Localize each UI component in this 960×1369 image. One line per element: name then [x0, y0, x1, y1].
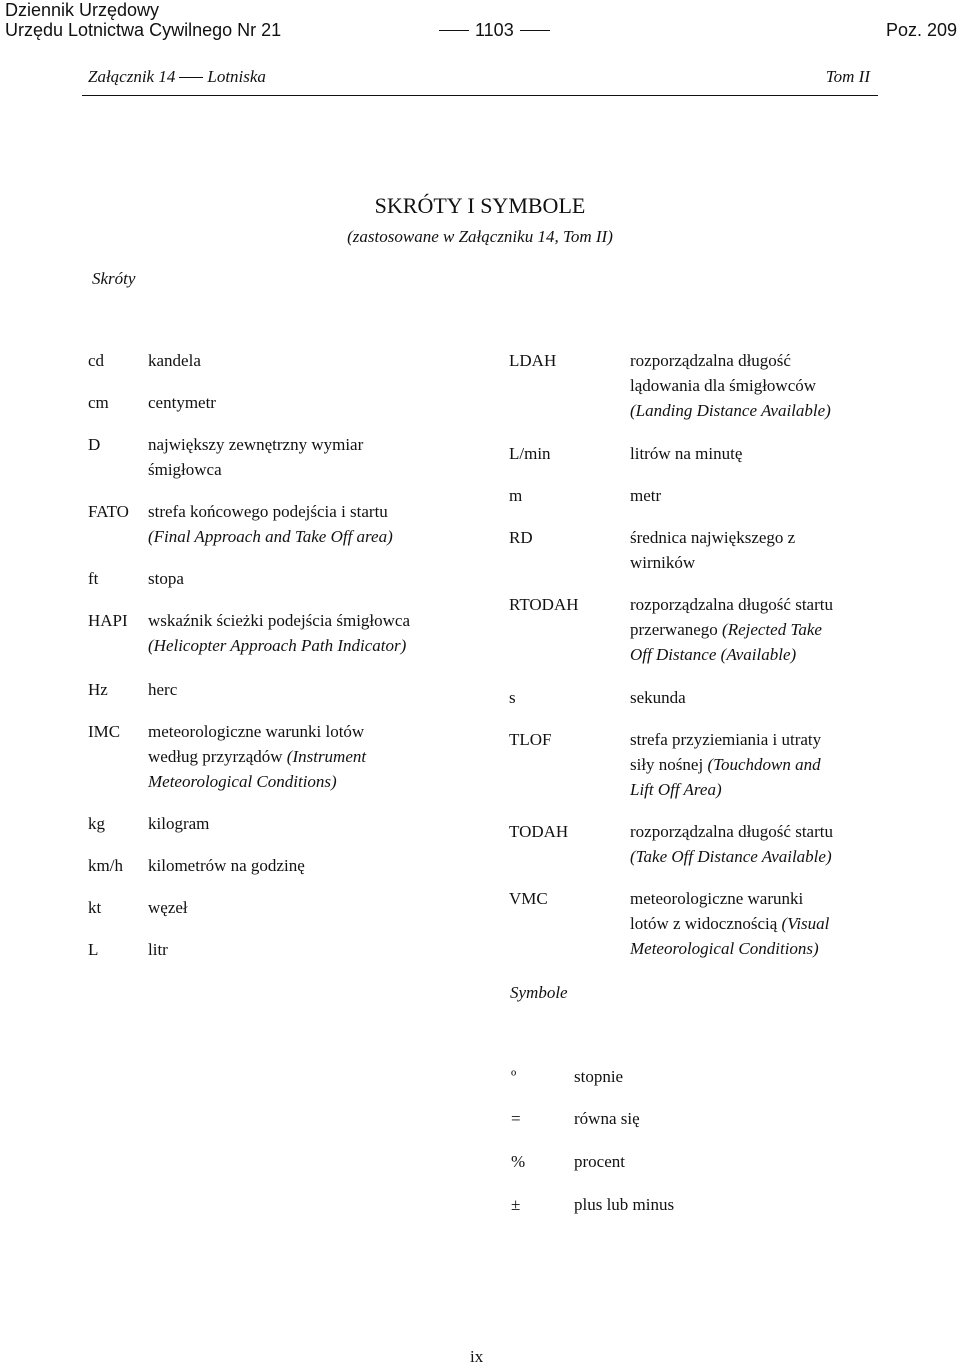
abbreviation-code: FATO: [88, 502, 129, 521]
annex-dash: [179, 77, 203, 78]
symbol-meaning: procent: [574, 1152, 625, 1171]
abbreviation-code: HAPI: [88, 611, 128, 630]
abbreviation-definition: [148, 677, 177, 702]
symbol-meaning: plus lub minus: [574, 1195, 675, 1214]
definition-line: strefa przyziemiania i utraty: [630, 730, 822, 749]
dash-left: [439, 30, 469, 31]
abbreviation-code: km/h: [88, 856, 123, 875]
abbreviation-definition: [630, 819, 833, 869]
abbreviation-definition: [148, 499, 393, 549]
abbreviation-definition: [630, 525, 795, 575]
abbreviation-code: TODAH: [509, 822, 569, 841]
abbreviation-code: RTODAH: [509, 595, 579, 614]
definition-line: średnica największego z: [630, 528, 796, 547]
abbreviation-definition: [148, 895, 188, 920]
definition-line: rozporządzalna długość: [630, 351, 791, 370]
abbreviation-definition: [630, 483, 661, 508]
abbreviation-code: IMC: [88, 722, 121, 741]
definition-line: litrów na minutę: [630, 444, 743, 463]
definition-line: rozporządzalna długość startu: [630, 595, 833, 614]
definition-line: litr: [148, 940, 168, 959]
abbreviation-definition: [630, 886, 829, 961]
abbreviation-code: cd: [88, 351, 105, 370]
definition-line: Off Distance (Available): [630, 645, 797, 664]
definition-line: wirników: [630, 553, 696, 572]
symbol-glyph: º: [511, 1067, 517, 1086]
symbol-meaning: równa się: [574, 1109, 640, 1128]
definition-line: metr: [630, 486, 662, 505]
annex-suffix: Lotniska: [207, 67, 266, 86]
abbreviation-code: ft: [88, 569, 99, 588]
abbreviation-definition: [148, 937, 168, 962]
symbol-glyph: ±: [511, 1195, 521, 1214]
abbreviation-definition: [148, 853, 305, 878]
definition-line: kilogram: [148, 814, 210, 833]
page-subtitle: (zastosowane w Załączniku 14, Tom II): [347, 227, 613, 246]
definition-line: Lift Off Area): [630, 780, 722, 799]
symbol-meaning: stopnie: [574, 1067, 624, 1086]
symbol-glyph: %: [511, 1152, 526, 1171]
abbreviation-code: VMC: [509, 889, 548, 908]
abbreviation-definition: [148, 432, 363, 482]
definition-line: meteorologiczne warunki: [630, 889, 804, 908]
abbreviation-code: s: [509, 688, 516, 707]
definition-line: węzeł: [148, 898, 188, 917]
symbols-heading: Symbole: [510, 983, 568, 1002]
definition-line: wskaźnik ścieżki podejścia śmigłowca: [148, 611, 411, 630]
definition-line: kilometrów na godzinę: [148, 856, 305, 875]
abbreviation-definition: [148, 719, 366, 794]
definition-line: sekunda: [630, 688, 686, 707]
definition-line: Meteorological Conditions): [630, 939, 819, 958]
abbreviation-definition: [630, 727, 821, 802]
abbreviation-definition: [630, 348, 831, 423]
abbreviation-definition: [148, 348, 201, 373]
definition-line: strefa końcowego podejścia i startu: [148, 502, 388, 521]
definition-line: (Take Off Distance Available): [630, 847, 832, 866]
abbreviation-code: cm: [88, 393, 109, 412]
footer-page-number: ix: [470, 1347, 484, 1366]
abbreviation-code: TLOF: [509, 730, 552, 749]
definition-line: lądowania dla śmigłowców: [630, 376, 817, 395]
abbreviation-code: RD: [509, 528, 533, 547]
definition-line: według przyrządów (Instrument: [148, 747, 367, 766]
abbreviation-definition: [630, 592, 833, 667]
definition-line: największy zewnętrzny wymiar: [148, 435, 364, 454]
page-number: 1103: [433, 20, 556, 41]
abbreviation-definition: [148, 390, 216, 415]
abbreviation-definition: [630, 441, 742, 466]
definition-line: (Final Approach and Take Off area): [148, 527, 393, 546]
publication-title: Dziennik Urzędowy: [5, 0, 160, 20]
abbreviation-definition: [148, 566, 184, 591]
abbreviation-code: L/min: [509, 444, 551, 463]
annex-label: [88, 64, 266, 89]
definition-line: (Helicopter Approach Path Indicator): [148, 636, 407, 655]
definition-line: centymetr: [148, 393, 216, 412]
abbreviation-code: kt: [88, 898, 102, 917]
definition-line: (Landing Distance Available): [630, 401, 831, 420]
abbreviation-definition: [630, 685, 686, 710]
abbreviation-code: D: [88, 435, 101, 454]
abbreviation-code: m: [509, 486, 523, 505]
definition-line: herc: [148, 680, 178, 699]
definition-line: Meteorological Conditions): [148, 772, 337, 791]
abbreviation-code: kg: [88, 814, 105, 833]
definition-line: lotów z widocznością (Visual: [630, 914, 830, 933]
abbreviation-definition: [148, 811, 209, 836]
abbreviation-code: LDAH: [509, 351, 557, 370]
definition-line: rozporządzalna długość startu: [630, 822, 833, 841]
dash-right: [520, 30, 550, 31]
definition-line: kandela: [148, 351, 201, 370]
definition-line: stopa: [148, 569, 184, 588]
definition-line: śmigłowca: [148, 460, 222, 479]
abbreviation-definition: [148, 608, 410, 658]
symbol-glyph: =: [511, 1109, 521, 1128]
page-title: SKRÓTY I SYMBOLE: [374, 193, 586, 218]
abbreviation-code: Hz: [88, 680, 108, 699]
definition-line: meteorologiczne warunki lotów: [148, 722, 365, 741]
volume-label: Tom II: [825, 67, 870, 86]
abbreviation-code: L: [88, 940, 99, 959]
position-number: Poz. 209: [885, 20, 957, 40]
publication-subtitle: Urzędu Lotnictwa Cywilnego Nr 21: [5, 20, 282, 40]
definition-line: przerwanego (Rejected Take: [630, 620, 822, 639]
definition-line: siły nośnej (Touchdown and: [630, 755, 821, 774]
header-rule: [82, 95, 878, 96]
annex-text: Załącznik 14: [88, 67, 176, 86]
abbreviations-heading: Skróty: [92, 269, 136, 288]
